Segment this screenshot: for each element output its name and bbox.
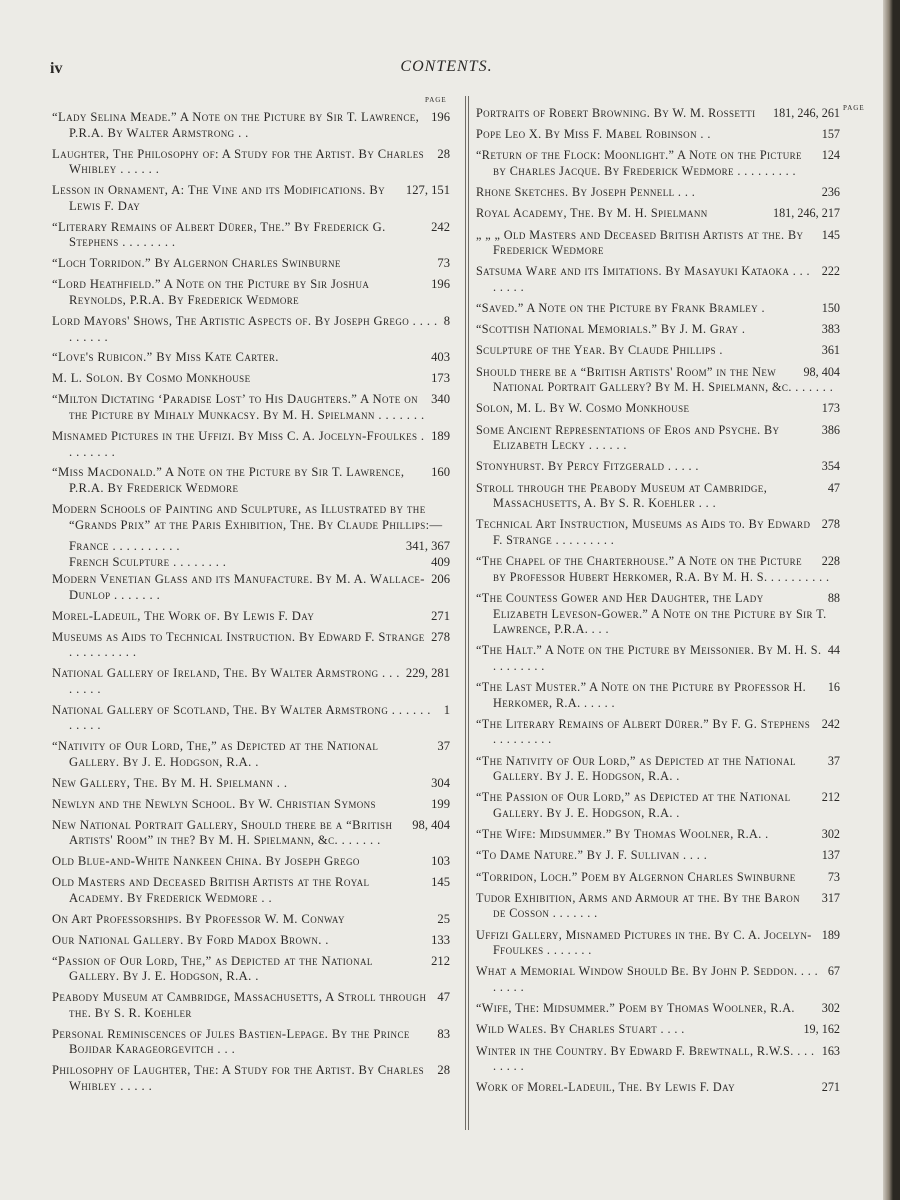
entry-page-ref: 212: [821, 790, 840, 805]
entry-title: Modern Venetian Glass and its Manufacture. By M. A. Wallace-Dunlop . . . . . . .: [52, 572, 425, 602]
contents-entry: [52, 797, 450, 813]
entry-title: National Gallery of Ireland, The. By Walter Armstrong . . . . . . . .: [52, 666, 400, 696]
contents-entry: [476, 790, 840, 821]
entry-title: Royal Academy, The. By M. H. Spielmann: [476, 206, 708, 221]
entry-page-ref: 181, 246, 217: [772, 206, 840, 221]
entry-page-ref: 383: [821, 322, 840, 337]
entry-title: Wild Wales. By Charles Stuart . . . .: [476, 1022, 685, 1037]
entry-title: Tudor Exhibition, Arms and Armour at the. By the Baron de Cosson . . . . . . .: [476, 890, 801, 921]
contents-entry: [476, 228, 840, 259]
entry-page-ref: 236: [821, 185, 840, 200]
entry-page-ref: 317: [821, 890, 840, 905]
contents-entry: [52, 429, 450, 460]
contents-entry: [52, 1027, 450, 1058]
entry-title: “The Literary Remains of Albert Dürer.” By F. G. Stephens . . . . . . . . .: [476, 716, 811, 747]
contents-entry: [476, 481, 840, 512]
contents-entry: [52, 220, 450, 251]
entry-page-ref: 278: [821, 517, 840, 532]
entry-title: “Saved.” A Note on the Picture by Frank Bramley .: [476, 301, 765, 316]
contents-entry: [52, 147, 450, 178]
entry-title: Morel-Ladeuil, The Work of. By Lewis F. Day: [52, 608, 315, 623]
contents-entry: [52, 818, 450, 849]
contents-entry: [476, 891, 840, 922]
left-contents-column: [52, 110, 450, 1100]
entry-title: “Miss Macdonald.” A Note on the Picture by Sir T. Lawrence, P.R.A. By Frederick Wedmore: [52, 465, 405, 496]
entry-page-ref: 98, 404: [412, 817, 450, 832]
entry-page-ref: 73: [437, 256, 450, 271]
contents-entry: [476, 459, 840, 475]
contents-entry: [52, 854, 450, 870]
contents-entry: [52, 954, 450, 985]
entry-page-ref: 212: [431, 953, 450, 968]
contents-entry: [52, 912, 450, 928]
contents-entry: [476, 343, 840, 359]
entry-title: What a Memorial Window Should Be. By John P. Seddon. . . . . . . . .: [476, 964, 819, 994]
contents-entry: [52, 392, 450, 423]
entry-page-ref: 340: [431, 392, 450, 407]
contents-entry: [52, 875, 450, 906]
contents-entry: [52, 739, 450, 770]
entry-page-ref: 127, 151: [405, 183, 450, 198]
entry-page-ref: 386: [821, 422, 840, 437]
entry-title: M. L. Solon. By Cosmo Monkhouse: [52, 371, 251, 386]
entry-page-ref: 196: [431, 277, 450, 292]
entry-page-ref: 98, 404: [803, 364, 840, 379]
entry-page-ref: 173: [821, 401, 840, 416]
entry-title: “Literary Remains of Albert Dürer, The.” By Frederick G. Stephens . . . . . . . .: [52, 219, 386, 250]
entry-page-ref: 1: [443, 702, 450, 717]
entry-title: Newlyn and the Newlyn School. By W. Christian Symons: [52, 796, 376, 811]
entry-title: “Nativity of Our Lord, The,” as Depicted at the National Gallery. By J. E. Hodgson, R.A. .: [52, 739, 379, 769]
contents-entry: [52, 539, 450, 555]
contents-entry: [476, 206, 840, 222]
entry-title: Peabody Museum at Cambridge, Massachusetts, A Stroll through the. By S. R. Koehler: [52, 990, 427, 1020]
contents-entry: [476, 848, 840, 864]
entry-title: Old Blue-and-White Nankeen China. By Joseph Grego: [52, 854, 360, 869]
entry-page-ref: 302: [821, 1001, 840, 1016]
entry-page-ref: 409: [431, 555, 450, 570]
contents-entry: [476, 1044, 840, 1075]
entry-title: Philosophy of Laughter, The: A Study for the Artist. By Charles Whibley . . . . .: [52, 1063, 425, 1093]
entry-page-ref: 341, 367: [405, 538, 450, 553]
entry-title: “To Dame Nature.” By J. F. Sullivan . . . .: [476, 848, 708, 863]
entry-title: “The Last Muster.” A Note on the Picture by Professor H. Herkomer, R.A. . . . . .: [476, 680, 807, 710]
entry-page-ref: 173: [431, 371, 450, 386]
entry-page-ref: 403: [431, 350, 450, 365]
contents-entry: [52, 465, 450, 496]
entry-title: Misnamed Pictures in the Uffizi. By Miss C. A. Jocelyn-Ffoulkes . . . . . . . .: [52, 428, 425, 459]
entry-page-ref: 157: [821, 127, 840, 142]
entry-page-ref: 44: [827, 643, 840, 658]
entry-page-ref: 271: [821, 1080, 840, 1095]
contents-entry: [52, 572, 450, 603]
entry-title: “Return of the Flock: Moonlight.” A Note on the Picture by Charles Jacque. By Frederick Wedmore . . . . . . . . .: [476, 148, 802, 178]
contents-entry: [52, 933, 450, 949]
entry-page-ref: 229, 281: [405, 666, 450, 681]
entry-page-ref: 199: [431, 796, 450, 811]
contents-entry: [476, 401, 840, 417]
contents-entry: [476, 827, 840, 843]
entry-title: Rhone Sketches. By Joseph Pennell . . .: [476, 185, 696, 200]
entry-title: France . . . . . . . . . .: [69, 538, 180, 553]
entry-title: Our National Gallery. By Ford Madox Brown. .: [52, 932, 329, 947]
contents-entry: [476, 643, 840, 674]
contents-entry: [52, 990, 450, 1021]
entry-title: Museums as Aids to Technical Instruction. By Edward F. Strange . . . . . . . . . .: [52, 629, 425, 660]
contents-entry: [52, 609, 450, 625]
entry-page-ref: 145: [821, 227, 840, 242]
entry-page-ref: 133: [431, 932, 450, 947]
entry-title: Stroll through the Peabody Museum at Cambridge, Massachusetts, A. By S. R. Koehler . . .: [476, 480, 768, 511]
entry-page-ref: 145: [431, 875, 450, 890]
entry-page-ref: 160: [431, 465, 450, 480]
entry-title: Lesson in Ornament, A: The Vine and its Modifications. By Lewis F. Day: [52, 183, 386, 213]
contents-entry: [52, 371, 450, 387]
entry-title: “The Wife: Midsummer.” By Thomas Woolner, R.A. .: [476, 827, 769, 842]
contents-entry: [52, 183, 450, 214]
entry-title: New National Portrait Gallery, Should there be a “British Artists' Room” in the? By M. H. Spielmann, &c. . . . . . .: [52, 817, 393, 848]
entry-page-ref: 28: [437, 146, 450, 161]
contents-entry: [52, 502, 450, 533]
contents-entry: [52, 256, 450, 272]
entry-page-ref: 242: [821, 716, 840, 731]
entry-title: “The Passion of Our Lord,” as Depicted at the National Gallery. By J. E. Hodgson, R.A. .: [476, 790, 791, 821]
entry-title: Laughter, The Philosophy of: A Study for the Artist. By Charles Whibley . . . . . .: [52, 146, 425, 177]
entry-page-ref: 181, 246, 261: [772, 106, 840, 120]
entry-page-ref: 189: [431, 428, 450, 443]
entry-page-ref: 67: [827, 964, 840, 979]
entry-title: Personal Reminiscences of Jules Bastien-Lepage. By the Prince Bojidar Karageorgevitch . . .: [52, 1026, 410, 1057]
entry-title: National Gallery of Scotland, The. By Walter Armstrong . . . . . . . . . . .: [52, 702, 431, 733]
contents-entry: [52, 776, 450, 792]
entry-title: Winter in the Country. By Edward F. Brewtnall, R.W.S. . . . . . . . .: [476, 1043, 815, 1074]
entry-page-ref: 47: [827, 480, 840, 495]
contents-entry: [476, 517, 840, 548]
entry-page-ref: 271: [431, 608, 450, 623]
entry-title: Portraits of Robert Browning. By W. M. Rossetti: [476, 106, 756, 120]
page-edge-shadow: [883, 0, 893, 1200]
entry-title: “The Halt.” A Note on the Picture by Meissonier. By M. H. S. . . . . . . . .: [476, 643, 822, 673]
entry-title: Work of Morel-Ladeuil, The. By Lewis F. Day: [476, 1080, 736, 1095]
entry-title: “Milton Dictating ‘Paradise Lost’ to His Daughters.” A Note on the Picture by Mihaly Munkacsy. By M. H. Spielmann . . . . . . .: [52, 392, 425, 422]
entry-title: “The Countess Gower and Her Daughter, the Lady Elizabeth Leveson-Gower.” A Note on the Picture by Sir T. Lawrence, P.R.A. . . .: [476, 590, 827, 637]
entry-title: French Sculpture . . . . . . . .: [69, 555, 227, 570]
contents-entry: [476, 928, 840, 959]
entry-title: Technical Art Instruction, Museums as Aids to. By Edward F. Strange . . . . . . . . .: [476, 517, 811, 547]
column-divider: [465, 96, 469, 1130]
entry-title: “The Chapel of the Charterhouse.” A Note on the Picture by Professor Hubert Herkomer, R.A. By M. H. S. . . . . . . . . .: [476, 554, 830, 584]
entry-title: Old Masters and Deceased British Artists at the Royal Academy. By Frederick Wedmore . .: [52, 875, 370, 905]
entry-page-ref: 361: [821, 343, 840, 358]
entry-page-ref: 47: [437, 990, 450, 1005]
entry-page-ref: 137: [821, 848, 840, 863]
entry-title: Lord Mayors' Shows, The Artistic Aspects of. By Joseph Grego . . . . . . . . . .: [52, 313, 438, 344]
contents-entry: [52, 110, 450, 141]
contents-entry: [52, 555, 450, 571]
entry-title: Some Ancient Representations of Eros and Psyche. By Elizabeth Lecky . . . . . .: [476, 422, 780, 453]
entry-title: „ „ „ Old Masters and Deceased British Artists at the. By Frederick Wedmore: [476, 227, 804, 258]
entry-title: Modern Schools of Painting and Sculpture, as Illustrated by the “Grands Prix” at the Paris Exhibition, The. By Claude Phillips:—: [52, 502, 443, 532]
entry-title: “Scottish National Memorials.” By J. M. Gray .: [476, 322, 746, 337]
entry-page-ref: 163: [821, 1043, 840, 1058]
entry-title: New Gallery, The. By M. H. Spielmann . .: [52, 775, 288, 790]
right-contents-column: [476, 106, 840, 1101]
entry-title: “Passion of Our Lord, The,” as Depicted at the National Gallery. By J. E. Hodgson, R.A. .: [52, 953, 373, 984]
entry-page-ref: 37: [437, 739, 450, 754]
entry-page-ref: 8: [443, 313, 450, 328]
entry-page-ref: 150: [821, 301, 840, 316]
contents-entry: [476, 1001, 840, 1017]
entry-page-ref: 206: [431, 572, 450, 587]
entry-page-ref: 242: [431, 219, 450, 234]
entry-title: Uffizi Gallery, Misnamed Pictures in the. By C. A. Jocelyn-Ffoulkes . . . . . . .: [476, 927, 812, 958]
entry-page-ref: 228: [821, 554, 840, 569]
entry-page-ref: 103: [431, 854, 450, 869]
entry-title: “Lady Selina Meade.” A Note on the Picture by Sir T. Lawrence, P.R.A. By Walter Armstrong . .: [52, 110, 420, 140]
contents-entry: [476, 1022, 840, 1038]
entry-title: “Torridon, Loch.” Poem by Algernon Charles Swinburne: [476, 869, 796, 884]
entry-title: Stonyhurst. By Percy Fitzgerald . . . . .: [476, 459, 699, 474]
entry-page-ref: 304: [431, 775, 450, 790]
entry-page-ref: 88: [827, 590, 840, 605]
entry-title: Sculpture of the Year. By Claude Phillips .: [476, 343, 723, 358]
contents-entry: [476, 322, 840, 338]
contents-entry: [52, 666, 450, 697]
entry-title: “The Nativity of Our Lord,” as Depicted at the National Gallery. By J. E. Hodgson, R.A. .: [476, 753, 796, 784]
contents-entry: [476, 127, 840, 143]
contents-entry: [52, 703, 450, 734]
entry-page-ref: 16: [827, 680, 840, 695]
entry-title: On Art Professorships. By Professor W. M. Conway: [52, 911, 345, 926]
right-page-column-label: PAGE: [843, 104, 865, 112]
entry-title: “Loch Torridon.” By Algernon Charles Swinburne: [52, 256, 341, 271]
entry-title: Satsuma Ware and its Imitations. By Masayuki Kataoka . . . . . . . .: [476, 264, 810, 294]
contents-entry: [476, 680, 840, 711]
entry-title: “Wife, The: Midsummer.” Poem by Thomas Woolner, R.A.: [476, 1001, 795, 1016]
contents-entry: [52, 314, 450, 345]
contents-entry: [476, 423, 840, 454]
entry-page-ref: 37: [827, 753, 840, 768]
entry-page-ref: 83: [437, 1026, 450, 1041]
entry-page-ref: 25: [437, 911, 450, 926]
entry-title: Should there be a “British Artists' Room” in the New National Portrait Gallery? By M. H. Spielmann, &c. . . . . . .: [476, 364, 834, 395]
entry-title: “Lord Heathfield.” A Note on the Picture by Sir Joshua Reynolds, P.R.A. By Frederick Wedmore: [52, 277, 370, 307]
entry-page-ref: 302: [821, 827, 840, 842]
contents-entry: [476, 106, 840, 122]
entry-page-ref: 354: [821, 459, 840, 474]
contents-entry: [52, 277, 450, 308]
contents-entry: [476, 185, 840, 201]
contents-entry: [476, 301, 840, 317]
contents-entry: [52, 630, 450, 661]
contents-entry: [476, 717, 840, 748]
left-page-column-label: PAGE: [425, 96, 447, 104]
contents-entry: [476, 148, 840, 179]
contents-entry: [476, 264, 840, 295]
contents-entry: [52, 1063, 450, 1094]
entry-title: Solon, M. L. By W. Cosmo Monkhouse: [476, 401, 690, 416]
entry-page-ref: 28: [437, 1063, 450, 1078]
entry-title: “Love's Rubicon.” By Miss Kate Carter.: [52, 350, 279, 365]
entry-page-ref: 189: [821, 927, 840, 942]
entry-page-ref: 19, 162: [803, 1022, 840, 1037]
entry-page-ref: 73: [827, 869, 840, 884]
entry-page-ref: 278: [431, 629, 450, 644]
page-title: CONTENTS.: [400, 58, 493, 75]
contents-entry: [476, 554, 840, 585]
contents-entry: [476, 365, 840, 396]
entry-page-ref: 222: [821, 264, 840, 279]
entry-page-ref: 196: [431, 110, 450, 124]
contents-entry: [52, 350, 450, 366]
contents-entry: [476, 754, 840, 785]
contents-entry: [476, 964, 840, 995]
page-number: iv: [50, 60, 63, 77]
entry-title: Pope Leo X. By Miss F. Mabel Robinson . .: [476, 127, 711, 142]
contents-entry: [476, 591, 840, 638]
entry-page-ref: 124: [821, 148, 840, 163]
contents-entry: [476, 870, 840, 886]
contents-entry: [476, 1080, 840, 1096]
